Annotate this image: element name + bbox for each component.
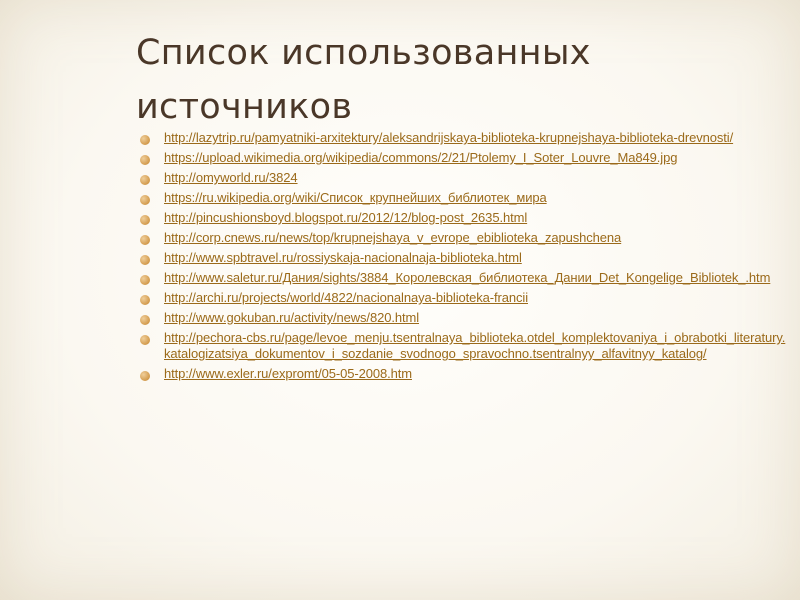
slide-title [136, 26, 756, 134]
bullet-icon [140, 155, 150, 165]
source-link-9[interactable]: http://archi.ru/projects/world/4822/nacionalnaya-biblioteka-francii [164, 290, 528, 305]
source-link-12[interactable]: http://www.exler.ru/expromt/05-05-2008.htm [164, 366, 412, 381]
sources-list [136, 130, 786, 386]
source-item-7 [136, 250, 786, 266]
source-item-9 [136, 290, 786, 306]
source-link-4[interactable]: https://ru.wikipedia.org/wiki/Список_крупнейших_библиотек_мира [164, 190, 547, 205]
source-item-11 [136, 330, 786, 362]
bullet-icon [140, 135, 150, 145]
source-item-1 [136, 130, 786, 146]
bullet-icon [140, 195, 150, 205]
source-link-8[interactable]: http://www.saletur.ru/Дания/sights/3884_Королевская_библиотека_Дании_Det_Kongelige_Bibliotek_.htm [164, 270, 771, 285]
bullet-icon [140, 255, 150, 265]
source-link-3[interactable]: http://omyworld.ru/3824 [164, 170, 298, 185]
source-item-4 [136, 190, 786, 206]
bullet-icon [140, 275, 150, 285]
source-item-10 [136, 310, 786, 326]
source-link-10[interactable]: http://www.gokuban.ru/activity/news/820.html [164, 310, 420, 325]
source-item-8 [136, 270, 786, 286]
bullet-icon [140, 295, 150, 305]
source-item-12 [136, 366, 786, 382]
bullet-icon [140, 175, 150, 185]
source-item-5 [136, 210, 786, 226]
source-link-11[interactable]: http://pechora-cbs.ru/page/levoe_menju.tsentralnaya_biblioteka.otdel_komplektovaniya_i_obrabotki_literatury.katalogizatsiya_dokumentov_i_sozdanie_svodnogo_spravochno.tsentralnyy_alfavitnyy_katalog/ [164, 330, 786, 361]
bullet-icon [140, 235, 150, 245]
bullet-icon [140, 335, 150, 345]
source-item-2 [136, 150, 786, 166]
bullet-icon [140, 315, 150, 325]
source-link-1[interactable]: http://lazytrip.ru/pamyatniki-arxitektury/aleksandrijskaya-biblioteka-krupnejshaya-biblioteka-drevnosti/ [164, 130, 734, 145]
source-link-7[interactable]: http://www.spbtravel.ru/rossiyskaja-nacionalnaja-biblioteka.html [164, 250, 522, 265]
bullet-icon [140, 215, 150, 225]
source-link-6[interactable]: http://corp.cnews.ru/news/top/krupnejshaya_v_evrope_ebiblioteka_zapushchena [164, 230, 622, 245]
source-item-6 [136, 230, 786, 246]
source-link-5[interactable]: http://pincushionsboyd.blogspot.ru/2012/12/blog-post_2635.html [164, 210, 528, 225]
slide-title-line-1: Список использованных [136, 33, 591, 73]
source-item-3 [136, 170, 786, 186]
slide-title-line-2: источников [136, 87, 353, 127]
bullet-icon [140, 371, 150, 381]
source-link-2[interactable]: https://upload.wikimedia.org/wikipedia/commons/2/21/Ptolemy_I_Soter_Louvre_Ma849.jpg [164, 150, 678, 165]
